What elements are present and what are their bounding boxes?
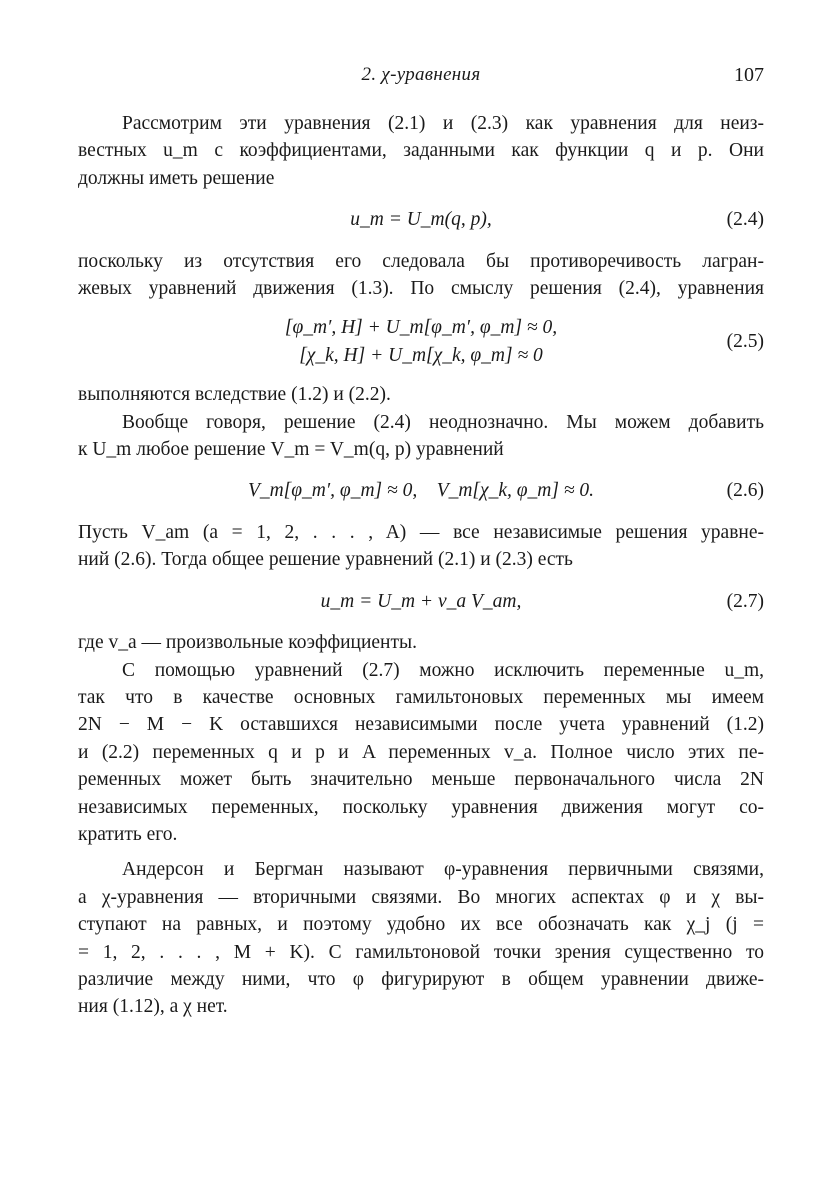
text-line: независимых переменных, поскольку уравнения движения могут со- <box>78 796 764 818</box>
equation-line-2: [χ_k, H] + U_m[χ_k, φ_m] ≈ 0 <box>299 344 543 366</box>
text-line: вестных u_m с коэффициентами, заданными как функции q и p. Они <box>78 140 764 162</box>
text-line: к U_m любое решение V_m = V_m(q, p) уравнений <box>78 439 504 461</box>
page-number: 107 <box>734 64 764 86</box>
text-line: различие между ними, что φ фигурируют в общем уравнении движе- <box>78 968 764 990</box>
running-title: 2. χ-уравнения <box>361 64 481 85</box>
text-line: Вообще говоря, решение (2.4) неоднозначно. Мы можем добавить <box>122 411 764 433</box>
text-line: ременных может быть значительно меньше первоначального числа 2N <box>78 769 764 791</box>
text-line: = 1, 2, . . . , M + K). С гамильтоновой точки зрения существенно то <box>78 941 764 963</box>
text-line: Андерсон и Бергман называют φ-уравнения первичными связями, <box>122 859 764 881</box>
text-line: ния (1.12), а χ нет. <box>78 996 228 1018</box>
equation-text: u_m = U_m + v_a V_am, <box>320 590 522 612</box>
text-line: а χ-уравнения — вторичными связями. Во многих аспектах φ и χ вы- <box>78 886 764 908</box>
equation-2-4 <box>78 206 764 233</box>
text-line: где v_a — произвольные коэффициенты. <box>78 632 417 654</box>
text-line: поскольку из отсутствия его следовала бы противоречивость лагран- <box>78 250 764 272</box>
equation-2-6 <box>78 477 764 504</box>
text-line: ступают на равных, и поэтому удобно их все обозначать как χ_j (j = <box>78 914 764 936</box>
page-header <box>78 64 764 92</box>
text-line: так что в качестве основных гамильтоновых переменных мы имеем <box>78 686 764 708</box>
text-line: ний (2.6). Тогда общее решение уравнений (2.1) и (2.3) есть <box>78 549 573 571</box>
text-line: С помощью уравнений (2.7) можно исключить переменные u_m, <box>122 659 764 681</box>
text-line: и (2.2) переменных q и p и A переменных v_a. Полное число этих пе- <box>78 741 764 763</box>
equation-text: V_m[φ_m′, φ_m] ≈ 0, V_m[χ_k, φ_m] ≈ 0. <box>247 480 595 502</box>
equation-number: (2.5) <box>726 331 764 353</box>
equation-2-5 <box>78 314 764 369</box>
text-line: кратить его. <box>78 823 178 845</box>
equation-text: u_m = U_m(q, p), <box>350 209 492 231</box>
equation-2-7 <box>78 588 764 615</box>
page-body <box>78 110 764 1021</box>
text-line: Рассмотрим эти уравнения (2.1) и (2.3) как уравнения для неиз- <box>122 113 764 134</box>
equation-number: (2.7) <box>726 590 764 612</box>
equation-line-1: [φ_m′, H] + U_m[φ_m′, φ_m] ≈ 0, <box>284 317 558 339</box>
equation-number: (2.6) <box>726 480 764 502</box>
equation-number: (2.4) <box>726 209 764 231</box>
text-line: должны иметь решение <box>78 167 275 189</box>
text-line: жевых уравнений движения (1.3). По смыслу решения (2.4), уравнения <box>78 278 764 300</box>
text-line: выполняются вследствие (1.2) и (2.2). <box>78 384 391 406</box>
text-line: 2N − M − K оставшихся независимыми после учета уравнений (1.2) <box>78 714 764 736</box>
text-line: Пусть V_am (a = 1, 2, . . . , A) — все независимые решения уравне- <box>78 521 764 543</box>
